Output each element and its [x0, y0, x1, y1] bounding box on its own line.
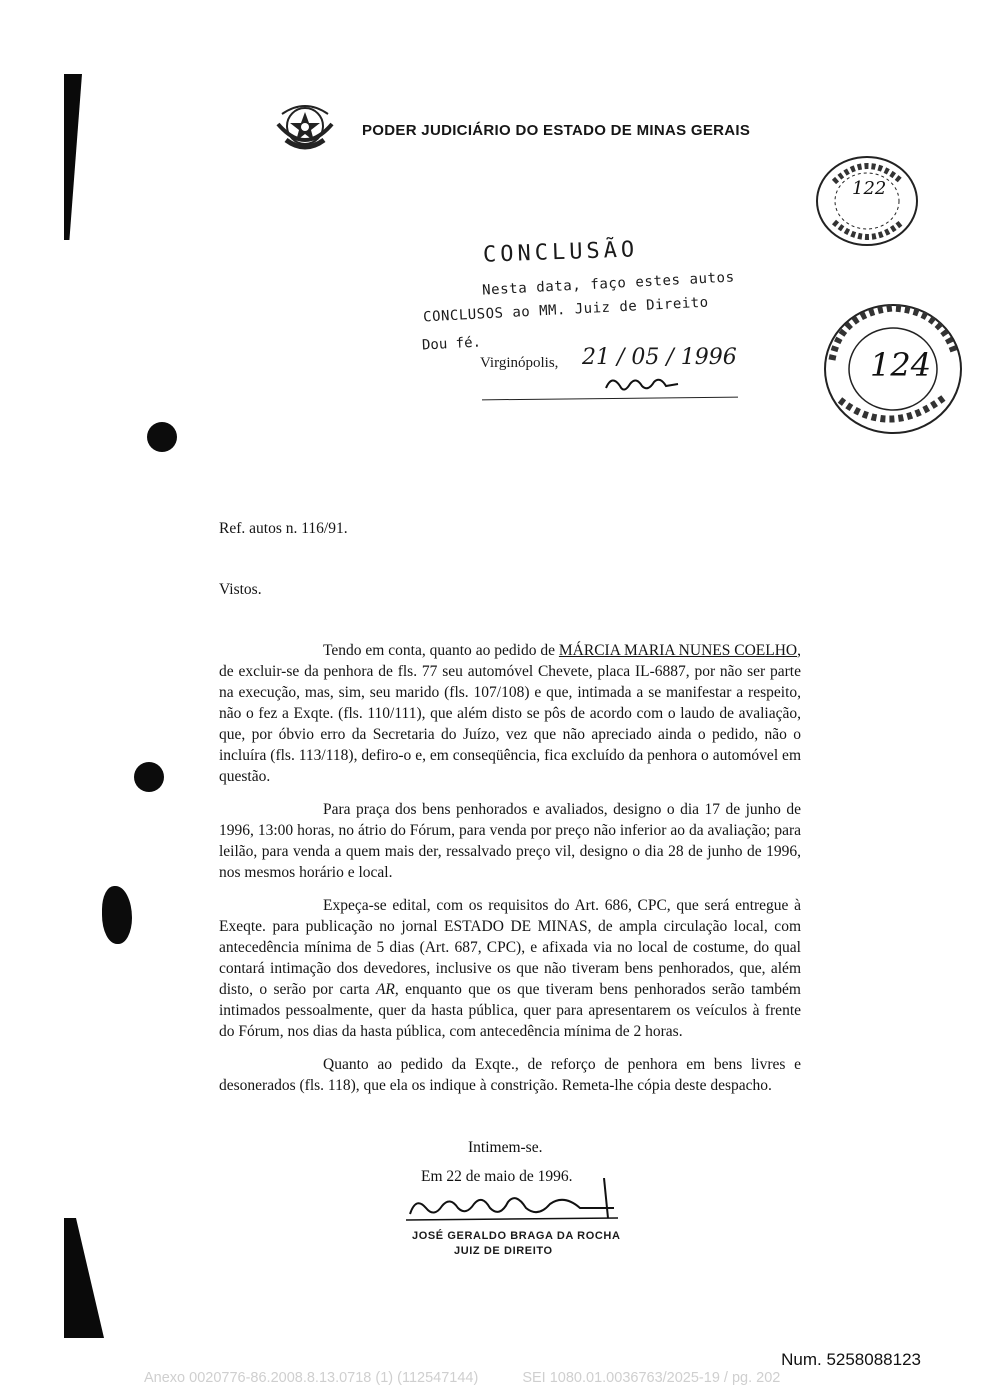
document-number: Num. 5258088123: [781, 1350, 921, 1369]
sei-reference: SEI 1080.01.0036763/2025-19 / pg. 202: [522, 1370, 781, 1386]
paragraph-2: Para praça dos bens penhorados e avaliados, designo o dia 17 de junho de 1996, 13:00 horas, no átrio do Fórum, para venda por preço não inferior ao da avaliação; para leilão, para venda a quem mais der, ressalvado preço vil, designo o dia 28 de junho de 1996, nos mesmos horário e local.: [219, 801, 801, 881]
paragraph-1: [219, 640, 801, 787]
conclusao-line-1: Nesta data, faço estes autos: [481, 269, 736, 299]
paragraph-3-start: Expeça-se edital, com os requisitos do Art. 686, CPC, que será entregue à Exeqte. para publicação no jornal ESTADO DE MINAS, de ampla circulação local, com antecedência mínima de 5 dias (Art. 687, CPC), e afixada via no local de costume, do qual contará intimação dos devedores, inclusive os que não tiveram bens penhorados, que, além disto, o serão por carta: [219, 897, 801, 998]
annex-reference: Anexo 0020776-86.2008.8.13.0718 (1) (112547144): [144, 1370, 479, 1386]
paragraph-1-rest: , de excluir-se da penhora de fls. 77 seu automóvel Chevete, placa IL-6887, por não ser parte na execução, mas, sim, seu marido (fls. 107/108) e que, intimada a se manifestar a respeito, não o fez a Exqte. (fls. 110/111), que além disto se pôs de acordo com o laudo de avaliação, que, por óbvio erro da Secretaria do Juízo, vez que não apreciado ainda o pedido, não o incluíra (fls. 113/118), defiro-o e, em conseqüência, fica excluído da penhora o automóvel em questão.: [219, 642, 801, 785]
judge-name: JOSÉ GERALDO BRAGA DA ROCHA: [412, 1230, 621, 1242]
conclusao-place: Virginópolis,: [480, 355, 559, 371]
petitioner-name: MÁRCIA MARIA NUNES COELHO: [558, 642, 798, 659]
conclusao-line-2: CONCLUSOS ao MM. Juiz de Direito: [422, 294, 709, 326]
punch-hole-smudge: [102, 886, 132, 944]
coat-of-arms-icon: [272, 96, 338, 158]
document-body: [219, 640, 801, 1096]
date-line: Em 22 de maio de 1996.: [421, 1168, 573, 1185]
paragraph-3-end: , enquanto que os que tiveram bens penhorados serão também intimados pessoalmente, quer da hasta pública, quer para apresentarem os veículos à frente do Fórum, nos dias da hasta pública, com antecedência mínima de 2 horas.: [219, 981, 801, 1040]
conclusao-initials: [602, 372, 682, 396]
conclusao-date: 21 / 05 / 1996: [582, 345, 737, 370]
scan-edge-bottom: [64, 1218, 104, 1338]
conclusao-title: CONCLUSÃO: [482, 237, 639, 268]
paragraph-3-ar: AR: [375, 981, 395, 998]
greeting: Vistos.: [219, 581, 262, 598]
secretaria-seal-number: 122: [852, 178, 887, 199]
paragraph-3: [219, 895, 801, 1042]
tribunal-seal-number: 124: [870, 346, 932, 384]
signature-block: [412, 1230, 621, 1257]
tribunal-seal: [820, 300, 966, 438]
reference-line: Ref. autos n. 116/91.: [219, 520, 348, 537]
judge-role: JUIZ DE DIREITO: [454, 1245, 553, 1257]
footer-annex: [144, 1370, 780, 1386]
punch-hole-top: [147, 422, 177, 452]
paragraph-1-start: Tendo em conta, quanto ao pedido de: [323, 642, 559, 659]
secretaria-seal: [812, 152, 922, 250]
conclusao-rule: [482, 397, 738, 401]
institution-title: PODER JUDICIÁRIO DO ESTADO DE MINAS GERAIS: [362, 122, 751, 139]
closing-line: Intimem-se.: [468, 1139, 543, 1156]
scan-edge-top: [64, 74, 82, 240]
judge-signature: [404, 1178, 624, 1228]
paragraph-4: Quanto ao pedido da Exqte., de reforço de penhora em bens livres e desonerados (fls. 118), que ela os indique à constrição. Remeta-lhe cópia deste despacho.: [219, 1056, 801, 1094]
conclusao-line-3: Dou fé.: [421, 334, 482, 354]
punch-hole-middle: [134, 762, 164, 792]
